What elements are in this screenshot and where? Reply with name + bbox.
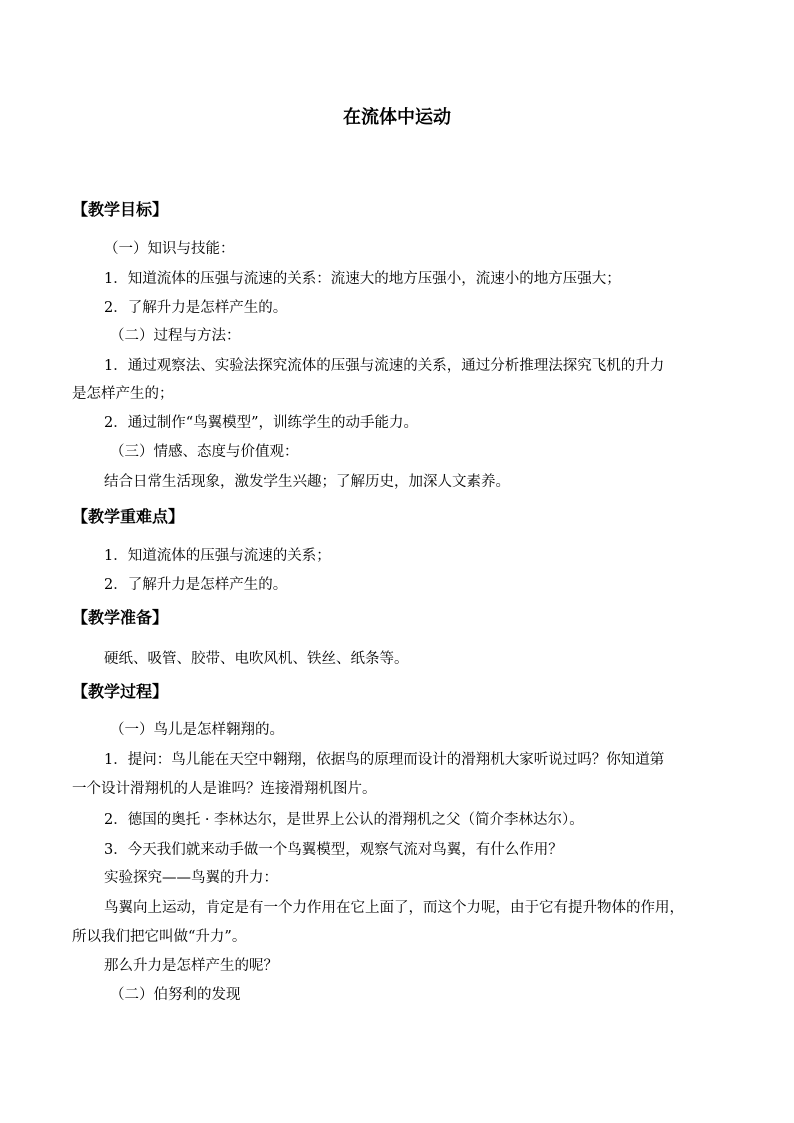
goals-subheading-process: （二）过程与方法： xyxy=(110,328,241,344)
section-heading-key-points: 【教学重难点】 xyxy=(72,507,185,526)
process-paragraph-1-line-2: 一个设计滑翔机的人是谁吗？连接滑翔机图片。 xyxy=(72,781,377,797)
section-heading-preparation: 【教学准备】 xyxy=(72,608,169,627)
goals-item-3-line-2: 是怎样产生的； xyxy=(72,386,174,402)
key-points-item-2: 2．了解升力是怎样产生的。 xyxy=(104,577,288,593)
process-subheading-bird: （一）鸟儿是怎样翱翔的。 xyxy=(110,722,284,738)
goals-subheading-attitude: （三）情感、态度与价值观： xyxy=(110,444,299,460)
goals-item-5: 结合日常生活现象，激发学生兴趣；了解历史，加深人文素养。 xyxy=(104,474,510,490)
process-paragraph-5-line-1: 鸟翼向上运动，肯定是有一个力作用在它上面了，而这个力呢，由于它有提升物体的作用， xyxy=(104,900,684,916)
process-paragraph-2: 2．德国的奥托 · 李林达尔，是世界上公认的滑翔机之父（简介李林达尔）。 xyxy=(104,812,584,828)
goals-item-1: 1．知道流体的压强与流速的关系：流速大的地方压强小，流速小的地方压强大； xyxy=(104,271,621,287)
process-paragraph-5-line-2: 所以我们把它叫做“升力”。 xyxy=(72,929,247,945)
document-title: 在流体中运动 xyxy=(343,107,451,128)
process-paragraph-4: 实验探究——鸟翼的升力： xyxy=(104,870,278,886)
section-heading-process: 【教学过程】 xyxy=(72,682,169,701)
goals-item-4: 2．通过制作“鸟翼模型”，训练学生的动手能力。 xyxy=(104,415,419,431)
goals-subheading-knowledge: （一）知识与技能： xyxy=(104,241,235,257)
key-points-item-1: 1．知道流体的压强与流速的关系； xyxy=(104,548,331,564)
process-paragraph-6: 那么升力是怎样产生的呢？ xyxy=(104,958,278,974)
goals-item-2: 2．了解升力是怎样产生的。 xyxy=(104,300,288,316)
section-heading-goals: 【教学目标】 xyxy=(72,200,169,219)
process-paragraph-3: 3．今天我们就来动手做一个鸟翼模型，观察气流对鸟翼，有什么作用？ xyxy=(104,842,563,858)
preparation-item-1: 硬纸、吸管、胶带、电吹风机、铁丝、纸条等。 xyxy=(104,651,409,667)
goals-item-3-line-1: 1．通过观察法、实验法探究流体的压强与流速的关系，通过分析推理法探究飞机的升力 xyxy=(104,358,665,374)
process-paragraph-1-line-1: 1．提问：鸟儿能在天空中翱翔，依据鸟的原理而设计的滑翔机大家听说过吗？你知道第 xyxy=(104,752,665,768)
process-subheading-bernoulli: （二）伯努利的发现 xyxy=(110,987,241,1003)
